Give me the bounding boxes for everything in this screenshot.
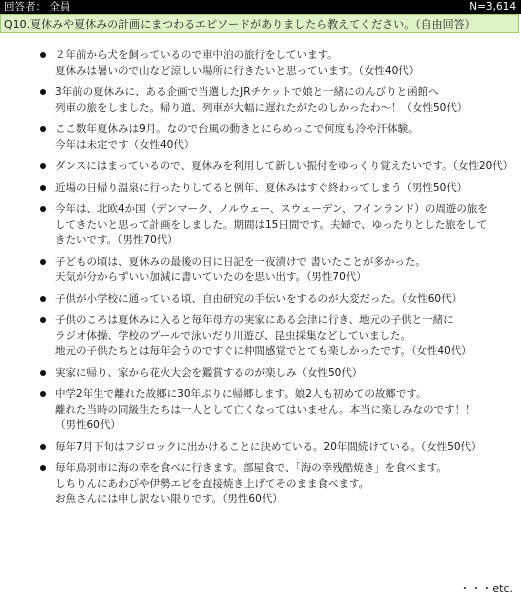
- answer-item: [0, 255, 521, 286]
- answer-line: 中学2年生で離れた故郷に30年ぶりに帰郷します。娘2人も初めての故郷です。: [55, 388, 427, 400]
- answer-line: 毎年7月下旬はフジロックに出かけることに決めている。20年間続けている。（女性50代）: [55, 440, 482, 453]
- bullet-icon: [40, 126, 46, 132]
- answer-line: きたいです。（男性70代）: [55, 234, 178, 246]
- question-title: Q10.夏休みや夏休みの計画にまつわるエピソードがありましたら教えてください。（自由回答）: [0, 14, 519, 33]
- answer-item: [0, 48, 521, 79]
- etc-label: ・・・etc.: [459, 582, 513, 595]
- bullet-icon: [40, 317, 46, 323]
- answer-item: [0, 292, 521, 308]
- answer-item: [0, 85, 521, 116]
- answer-line: 今年は未定です（女性40代）: [55, 138, 195, 151]
- answer-line: 天気が分からずいい加減に書いていたのを思い出す。（男性70代）: [55, 271, 367, 283]
- bullet-icon: [40, 444, 46, 450]
- bullet-icon: [40, 185, 46, 191]
- bullet-icon: [40, 296, 46, 302]
- answer-line: ここ数年夏休みは9月。なので台風の動きとにらめっこで何度も冷や汗体験。: [55, 123, 419, 135]
- answer-line: 今年は、北欧4か国（デンマーク、ノルウェー、スウェーデン、フインランド）の周遊の旅を: [55, 203, 488, 215]
- answer-line: 子どもの頃は、夏休みの最後の日に日記を一夜漬けで 書いたことが多かった。: [55, 255, 426, 268]
- answer-item: [0, 366, 521, 382]
- answer-line: 列車の旅をしました。帰り道、列車が大幅に遅れたがたのしかったわ～！（女性50代）: [55, 101, 468, 114]
- answer-line: ダンスにはまっているので、夏休みを利用して新しい振付をゆっくり覚えたいです。（女性20代）: [55, 160, 514, 172]
- answer-line: 近場の日帰り温泉に行ったりしてると例年、夏休みはすぐ終わってしまう（男性50代）: [55, 181, 468, 194]
- respondent-count: N=3,614: [469, 1, 516, 13]
- answer-line: 実家に帰り、家から花火大会を鑑賞するのが楽しみ（女性50代）: [55, 366, 363, 379]
- answer-line: してきたいと思って計画をしました。期間は15日間です。夫婦で、ゆったりとした旅をして: [55, 218, 488, 231]
- answer-line: ２年前から犬を飼っているので車中泊の旅行をしています。: [55, 49, 338, 61]
- answer-line: お魚さんには申し訳ない限りです。（男性60代）: [55, 493, 283, 505]
- answer-line: しちりんにあわびや伊勢エビを直接焼き上げてそのまま食べます。: [55, 477, 370, 490]
- answer-line: 離れた当時の同級生たちは一人として亡くなってはいません。本当に楽しみなのです！！: [55, 403, 476, 416]
- answer-list: [0, 48, 521, 514]
- bullet-icon: [40, 465, 46, 471]
- answer-line: 毎年鳥羽市に海の幸を食べに行きます。部屋食で、「海の幸残酷焼き」を食べます。: [55, 462, 447, 474]
- answer-line: 子供のころは夏休みに入ると毎年母方の実家にある会津に行き、地元の子供と一緒に: [55, 314, 454, 326]
- bullet-icon: [40, 52, 46, 58]
- answer-line: 夏休みは暑いので山など涼しい場所に行きたいと思っています。（女性40代）: [55, 64, 420, 77]
- respondents-label: 回答者： 全員: [4, 1, 71, 13]
- answer-item: [0, 440, 521, 456]
- answer-item: [0, 181, 521, 197]
- bullet-icon: [40, 259, 46, 265]
- answer-item: [0, 159, 521, 175]
- bullet-icon: [40, 206, 46, 212]
- answer-line: 3年前の夏休みに、ある企画で当選したJRチケットで娘と一緒にのんびりと函館へ: [55, 86, 439, 98]
- answer-item: [0, 461, 521, 508]
- answer-item: [0, 202, 521, 249]
- answer-line: ラジオ体操、学校のプールで泳いだり川遊び、昆虫採集などしていました。: [55, 329, 412, 342]
- answer-item: [0, 387, 521, 434]
- bullet-icon: [40, 391, 46, 397]
- bullet-icon: [40, 163, 46, 169]
- header-bar: [0, 0, 521, 14]
- answer-item: [0, 313, 521, 360]
- bullet-icon: [40, 89, 46, 95]
- answer-line: 地元の子供たちとは毎年会うのですぐに仲間感覚でとても楽しかったです。（女性40代）: [55, 345, 472, 357]
- bullet-icon: [40, 370, 46, 376]
- answer-line: （男性60代）: [55, 419, 121, 431]
- answer-item: [0, 122, 521, 153]
- answer-line: 子供が小学校に通っている頃、自由研究の手伝いをするのが大変だった。（女性60代）: [55, 292, 463, 305]
